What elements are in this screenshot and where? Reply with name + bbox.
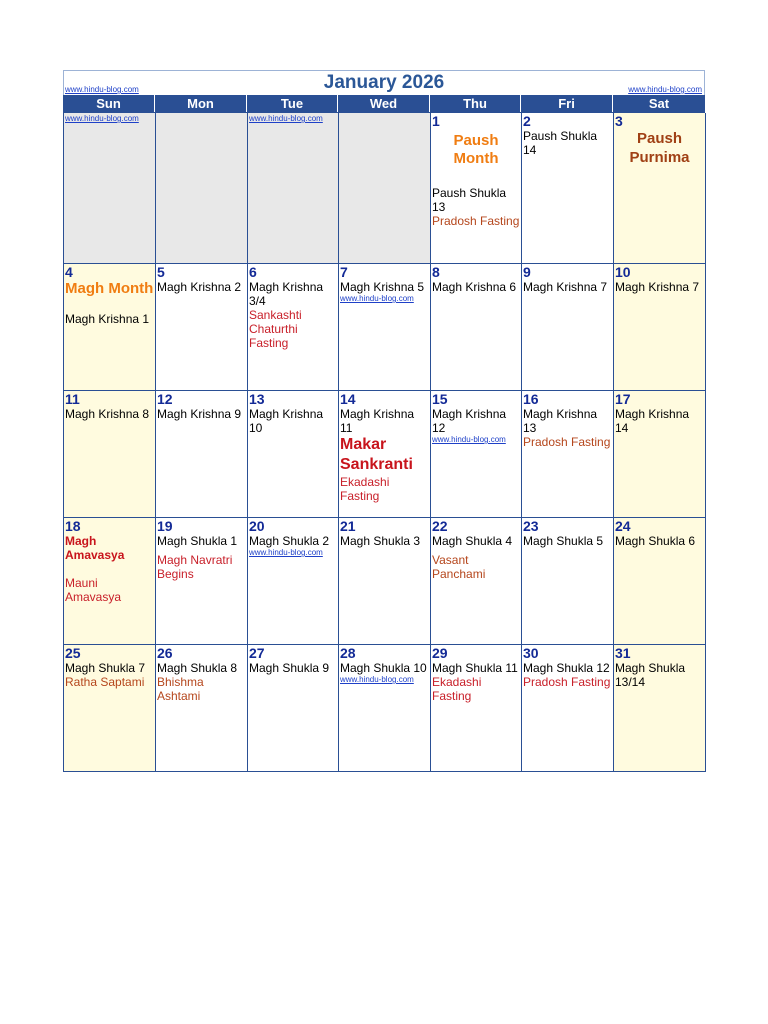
day-cell[interactable] (248, 518, 339, 645)
day-cell[interactable] (64, 518, 156, 645)
tithi-label: Magh Krishna 13 (523, 407, 598, 435)
day-cell[interactable] (522, 264, 614, 391)
day-number: 2 (523, 113, 531, 129)
day-number: 31 (615, 645, 631, 661)
day-cell[interactable] (431, 264, 522, 391)
tithi-label: Magh Shukla 8 (157, 661, 238, 675)
day-number: 1 (432, 113, 440, 129)
watermark-link[interactable]: www.hindu-blog.com (340, 294, 414, 303)
day-cell[interactable] (248, 264, 339, 391)
day-number: 14 (340, 391, 356, 407)
fasting-label: Pradosh Fasting (523, 435, 611, 449)
tithi-label: Magh Shukla 2 (249, 534, 330, 548)
tithi-label: Magh Krishna 12 (432, 407, 507, 435)
day-cell[interactable] (156, 391, 248, 518)
tithi-label: Magh Krishna 11 (340, 407, 415, 435)
calendar-grid (63, 112, 705, 772)
day-number: 16 (523, 391, 539, 407)
day-cell[interactable] (522, 391, 614, 518)
day-cell[interactable] (614, 391, 706, 518)
empty-cell (156, 113, 248, 264)
fasting-label: Mauni Amavasya (65, 576, 122, 604)
day-number: 20 (249, 518, 265, 534)
tithi-label: Magh Shukla 13/14 (615, 661, 686, 689)
watermark-link[interactable]: www.hindu-blog.com (249, 114, 323, 123)
watermark-link[interactable]: www.hindu-blog.com (249, 548, 323, 557)
tithi-label: Magh Krishna 6 (432, 280, 517, 294)
watermark-link[interactable]: www.hindu-blog.com (628, 85, 702, 94)
festival-label: Bhishma Ashtami (157, 675, 204, 703)
day-number: 10 (615, 264, 631, 280)
fasting-label: Pradosh Fasting (432, 214, 520, 228)
day-number: 22 (432, 518, 448, 534)
day-cell[interactable] (522, 113, 614, 264)
tithi-label: Magh Krishna 1 (65, 312, 150, 326)
day-number: 7 (340, 264, 348, 280)
tithi-label: Magh Shukla 10 (340, 661, 427, 675)
festival-label: Vasant Panchami (432, 553, 486, 581)
weekday-sat: Sat (648, 96, 670, 111)
calendar (63, 70, 705, 772)
festival-label: Magh Navratri Begins (157, 553, 233, 581)
watermark-link[interactable]: www.hindu-blog.com (65, 85, 139, 94)
day-cell[interactable] (248, 391, 339, 518)
day-number: 18 (65, 518, 81, 534)
fasting-label: Pradosh Fasting (523, 675, 611, 689)
tithi-label: Magh Krishna 8 (65, 407, 150, 421)
day-cell[interactable] (339, 391, 431, 518)
day-number: 19 (157, 518, 173, 534)
tithi-label: Magh Krishna 3/4 (249, 280, 324, 308)
tithi-label: Magh Krishna 7 (523, 280, 608, 294)
day-number: 4 (65, 264, 73, 280)
day-cell[interactable] (248, 645, 339, 772)
day-number: 8 (432, 264, 440, 280)
tithi-label: Magh Shukla 9 (249, 661, 330, 675)
watermark-link[interactable]: www.hindu-blog.com (65, 114, 139, 123)
empty-cell (248, 113, 339, 264)
calendar-title: January 2026 (323, 72, 445, 93)
tithi-label: Paush Shukla 14 (523, 129, 598, 157)
day-number: 12 (157, 391, 173, 407)
tithi-label: Magh Krishna 14 (615, 407, 690, 435)
festival-name: Paush Purnima (629, 130, 690, 166)
day-cell[interactable] (431, 645, 522, 772)
day-number: 17 (615, 391, 631, 407)
festival-name: Makar Sankranti (340, 436, 413, 473)
tithi-label: Magh Shukla 6 (615, 534, 696, 548)
empty-cell (339, 113, 431, 264)
weekday-sun: Sun (63, 95, 155, 112)
day-number: 13 (249, 391, 265, 407)
empty-cell (64, 113, 156, 264)
weekday-mon: Mon (155, 95, 247, 112)
weekday-header (63, 95, 705, 112)
day-cell[interactable] (156, 518, 248, 645)
day-number: 29 (432, 645, 448, 661)
day-number: 23 (523, 518, 539, 534)
tithi-label: Magh Krishna 2 (157, 280, 242, 294)
tithi-label: Magh Shukla 5 (523, 534, 604, 548)
day-number: 27 (249, 645, 265, 661)
day-cell[interactable] (156, 645, 248, 772)
tithi-label: Magh Shukla 3 (340, 534, 421, 548)
day-cell[interactable] (431, 518, 522, 645)
tithi-label: Magh Shukla 7 (65, 661, 146, 675)
day-number: 25 (65, 645, 81, 661)
tithi-label: Paush Shukla 13 (432, 186, 507, 214)
weekday-thu: Thu (430, 95, 521, 112)
tithi-label: Magh Shukla 1 (157, 534, 238, 548)
day-cell[interactable] (431, 113, 522, 264)
tithi-label: Magh Shukla 11 (432, 661, 518, 675)
festival-label: Ratha Saptami (65, 675, 145, 689)
day-cell[interactable] (614, 645, 706, 772)
day-cell[interactable] (339, 645, 431, 772)
day-cell[interactable] (339, 264, 431, 391)
day-number: 6 (249, 264, 257, 280)
tithi-label: Magh Krishna 5 (340, 280, 425, 294)
weekday-tue: Tue (247, 95, 338, 112)
fasting-label: Ekadashi Fasting (340, 475, 390, 503)
day-number: 21 (340, 518, 356, 534)
tithi-label: Magh Shukla 4 (432, 534, 513, 548)
day-cell[interactable] (431, 391, 522, 518)
day-cell[interactable] (522, 518, 614, 645)
day-number: 15 (432, 391, 448, 407)
tithi-label: Magh Krishna 10 (249, 407, 324, 435)
day-cell[interactable] (156, 264, 248, 391)
weekday-fri: Fri (521, 95, 613, 112)
day-cell[interactable] (339, 518, 431, 645)
day-number: 11 (65, 391, 80, 407)
day-cell[interactable] (64, 645, 156, 772)
fasting-label: Ekadashi Fasting (432, 675, 482, 703)
fasting-label: Sankashti Chaturthi Fasting (249, 308, 302, 350)
day-number: 5 (157, 264, 165, 280)
day-cell[interactable] (522, 645, 614, 772)
day-number: 28 (340, 645, 356, 661)
tithi-label: Magh Shukla 12 (523, 661, 610, 675)
festival-name: Magh Month (65, 280, 154, 297)
day-number: 26 (157, 645, 173, 661)
festival-name: Paush Month (453, 132, 499, 167)
day-number: 30 (523, 645, 539, 661)
day-cell[interactable] (614, 264, 706, 391)
tithi-label: Magh Krishna 7 (615, 280, 700, 294)
day-number: 9 (523, 264, 531, 280)
watermark-link[interactable]: www.hindu-blog.com (340, 675, 414, 684)
festival-name: Magh Amavasya (65, 534, 125, 562)
day-cell[interactable] (64, 264, 156, 391)
day-cell[interactable] (614, 113, 706, 264)
day-number: 24 (615, 518, 631, 534)
tithi-label: Magh Krishna 9 (157, 407, 242, 421)
title-bar (63, 70, 705, 95)
day-number: 3 (615, 113, 623, 129)
weekday-wed: Wed (338, 95, 430, 112)
day-cell[interactable] (614, 518, 706, 645)
watermark-link[interactable]: www.hindu-blog.com (432, 435, 506, 444)
day-cell[interactable] (64, 391, 156, 518)
